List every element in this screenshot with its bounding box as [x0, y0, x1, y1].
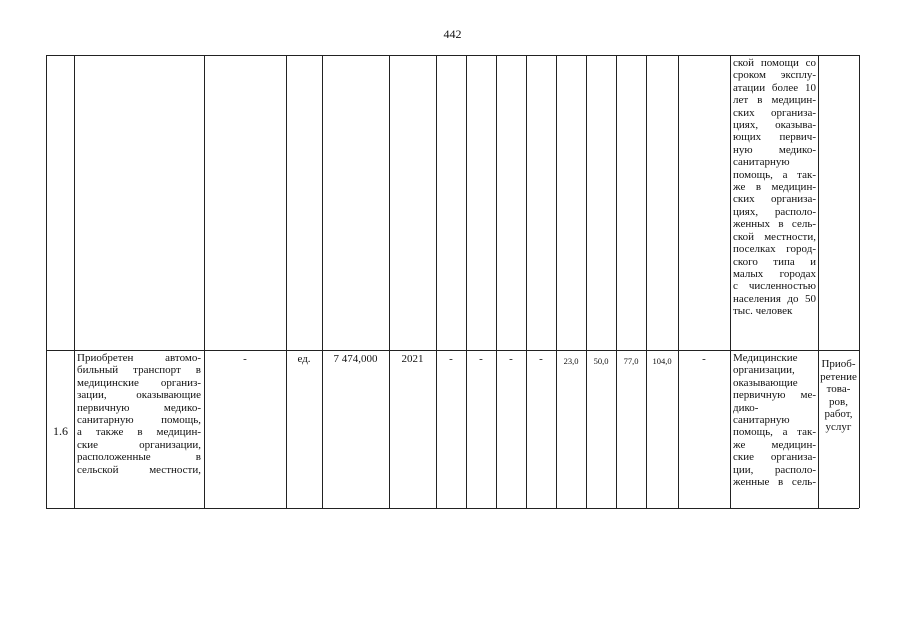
page-number: 442 [443, 27, 462, 41]
cell-amount: 7 474,000 [333, 353, 378, 365]
text-line: ретение [820, 370, 857, 383]
row-divider [46, 350, 859, 351]
text-line: тыс. человек [733, 305, 793, 318]
text-line: же в медицин- [733, 181, 816, 194]
text-line: бильный транспорт в [77, 364, 201, 377]
text-line: оказывающие [733, 376, 798, 389]
text-line: первичную медико- [77, 401, 201, 414]
col-border [496, 55, 497, 508]
text-line: женные в сель- [733, 476, 816, 489]
cell-dash: - [449, 353, 453, 365]
text-line: организации, [733, 364, 795, 377]
text-line: ской помощи со [733, 57, 816, 69]
text-line: ную медико- [733, 143, 816, 156]
cell-value: 104,0 [652, 356, 672, 366]
col-border [286, 55, 287, 508]
text-line: лет в медицин- [733, 94, 816, 107]
text-line: расположенные в [77, 451, 201, 464]
text-line: услуг [825, 420, 852, 433]
text-line: работ, [824, 408, 853, 421]
text-line: ции, располо- [733, 463, 816, 476]
col-border [859, 55, 860, 508]
text-line: ющих первич- [733, 131, 816, 144]
text-line: помощь, а так- [733, 168, 816, 181]
text-line: ские организа- [733, 451, 816, 464]
text-line: това- [826, 383, 851, 396]
col-border [818, 55, 819, 508]
cell-unit: ед. [297, 353, 311, 365]
table-bottom-border [46, 508, 859, 509]
text-line: ских организа- [733, 106, 816, 119]
text-line: медицинские организ- [77, 376, 201, 389]
col-border [616, 55, 617, 508]
cell-type [818, 358, 859, 434]
cell-dash: - [479, 353, 483, 365]
col-border [46, 55, 47, 508]
col-border [436, 55, 437, 508]
text-line: ской местности, [733, 230, 816, 243]
text-line: Приоб- [821, 358, 856, 370]
text-line: сроком эксплу- [733, 69, 816, 82]
cell-value: 77,0 [623, 356, 639, 366]
col-border [678, 55, 679, 508]
text-line: зации, оказывающие [77, 389, 201, 402]
text-line: атации более 10 [733, 81, 816, 94]
cell-dash: - [509, 353, 513, 365]
text-line: дико- [733, 401, 759, 414]
text-line: же медицин- [733, 438, 816, 451]
col-border [646, 55, 647, 508]
text-line: населения до 50 [733, 292, 816, 305]
cell-year: 2021 [401, 353, 424, 365]
col-border [322, 55, 323, 508]
text-line: с численностью [733, 280, 816, 293]
col-border [74, 55, 75, 508]
col-border [466, 55, 467, 508]
text-line: ров, [829, 395, 848, 408]
cell-dash: - [243, 353, 247, 365]
col-border [730, 55, 731, 508]
col-border [556, 55, 557, 508]
col-border [526, 55, 527, 508]
text-line: женных в сель- [733, 218, 816, 231]
cell-dash: - [702, 353, 706, 365]
text-line: Приобретен автомо- [77, 352, 201, 364]
text-line: сельской местности, [77, 463, 201, 476]
col-border [586, 55, 587, 508]
col-border [204, 55, 205, 508]
text-line: помощь, а так- [733, 426, 816, 439]
row-name [77, 352, 201, 476]
text-line: а также в медицин- [77, 426, 201, 439]
text-line: поселках город- [733, 243, 816, 256]
text-line: санитарную [733, 414, 790, 427]
text-line: ских организа- [733, 193, 816, 206]
cell-recipient [733, 352, 816, 488]
table-top-border [46, 55, 859, 56]
col-border [389, 55, 390, 508]
row-number: 1.6 [53, 424, 68, 438]
prev-row-description [733, 57, 816, 318]
text-line: ские организации, [77, 438, 201, 451]
text-line: ского типа и [733, 255, 816, 268]
text-line: циях, располо- [733, 205, 816, 218]
text-line: циях, оказыва- [733, 119, 816, 132]
cell-dash: - [539, 353, 543, 365]
text-line: первичную ме- [733, 389, 816, 402]
text-line: санитарную [733, 156, 790, 169]
text-line: малых городах [733, 267, 816, 280]
cell-value: 50,0 [593, 356, 609, 366]
text-line: Медицинские [733, 352, 798, 364]
text-line: санитарную помощь, [77, 414, 201, 427]
cell-value: 23,0 [563, 356, 579, 366]
